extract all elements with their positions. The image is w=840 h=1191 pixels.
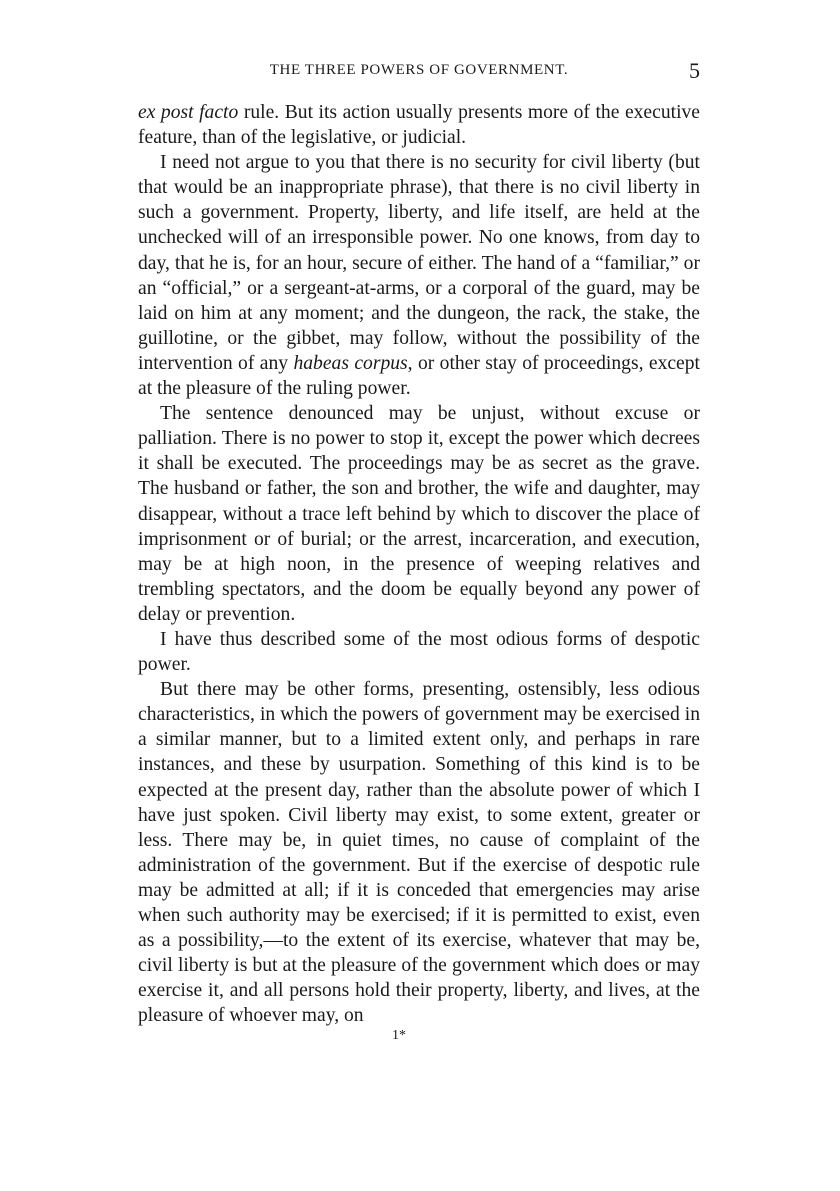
signature-mark: 1* xyxy=(392,1028,406,1044)
paragraph-3: The sentence denounced may be unjust, without excuse or palliation. There is no power to stop it, except the power which decrees it shall be executed. The proceedings may be as secret as the grave. The husband or father, the son and brother, the wife and daughter, may disappear, without a trace left behind by which to discover the place of imprisonment or of burial; or the arrest, incarceration, and execution, may be at high noon, in the presence of weeping relatives and trembling spectators, and the doom be equally beyond any power of delay or prevention. xyxy=(138,403,700,625)
body-text xyxy=(138,100,700,1028)
page-number: 5 xyxy=(689,58,700,83)
ex-post-facto-italic: ex post facto xyxy=(138,102,239,123)
paragraph-1-text: rule. But its action usually presents more of the executive feature, than of the legislative, or judicial. xyxy=(138,102,701,149)
paragraph-2 xyxy=(138,150,700,401)
paragraph-2-text-a: I need not argue to you that there is no security for civil liberty (but that would be an inappropriate phrase), that there is no civil liberty in such a government. Property, liberty, and life itself, are held at the unchecked will of an irresponsible power. No one knows, from day to day, that he is, for an hour, secure of either. The hand of a “familiar,” or an “official,” or a sergeant-at-arms, or a corporal of the guard, may be laid on him at any moment; and the dungeon, the rack, the stake, the guillotine, or the gibbet, may follow, without the possibility of the intervention of any xyxy=(138,152,700,374)
running-head xyxy=(138,58,700,88)
habeas-corpus-italic: habeas corpus xyxy=(293,352,408,374)
paragraph-4: I have thus described some of the most odious forms of despotic power. xyxy=(138,628,700,676)
paragraph-5: But there may be other forms, presenting, ostensibly, less odious characteristics, in which the powers of government may be exercised in a similar manner, but to a limited extent only, and perhaps in rare instances, and these by usurpation. Something of this kind is to be expected at the present day, rather than the absolute power of which I have just spoken. Civil liberty may exist, to some extent, greater or less. There may be, in quiet times, no cause of complaint of the administration of the government. But if the exercise of despotic rule may be admitted at all; if it is conceded that emergencies may arise when such authority may be exercised; if it is permitted to exist, even as a possibility,—to the extent of its exercise, whatever that may be, civil liberty is but at the pleasure of the government which does or may exercise it, and all persons hold their property, liberty, and lives, at the pleasure of whoever may, on xyxy=(138,679,700,1027)
running-title: THE THREE POWERS OF GOVERNMENT. xyxy=(269,62,569,78)
book-page xyxy=(138,58,700,1044)
paragraph-2-text-b: , or other stay of proceedings, except at the pleasure of the ruling power. xyxy=(138,352,700,400)
paragraph-1 xyxy=(138,100,700,150)
